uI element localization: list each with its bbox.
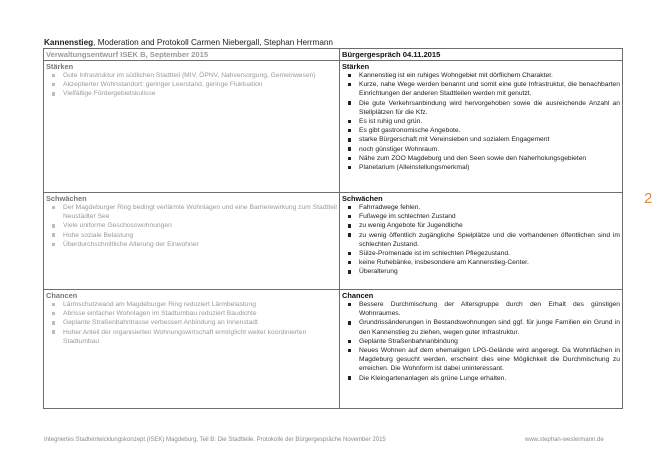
right-cell-staerken — [340, 61, 623, 193]
list-item: Nähe zum ZOO Magdeburg und den Seen sowie den Naherholungsgebieten — [342, 154, 620, 163]
header-row — [44, 49, 623, 61]
right-header-cell — [340, 49, 623, 61]
left-section-title: Schwächen — [46, 194, 87, 203]
list-item: noch günstiger Wohnraum. — [342, 145, 620, 154]
list-item: Die gute Verkehrsanbindung wird hervorgehoben sowie die ausreichende Anzahl an Stellplätzen für die Kfz. — [342, 99, 620, 117]
left-cell-staerken — [44, 61, 340, 193]
list-item: Bessere Durchmischung der Altersgruppe durch den Erhalt des günstigen Wohnraumes. — [342, 300, 620, 318]
list-item: Lärmschutzwand am Magdeburger Ring reduziert Lärmbelastung — [46, 300, 337, 309]
row-schwaechen — [44, 193, 623, 290]
list-item: keine Ruhebänke, insbesondere am Kannenstieg-Center. — [342, 258, 620, 267]
list-item: Geplante Straßenbahnanbindung — [342, 337, 620, 346]
list-item: zu wenig öffentlich zugängliche Spielplätze und die vorhandenen öffentlichen sind im schlechten Zustand. — [342, 231, 620, 249]
left-list-schwaechen — [46, 203, 337, 249]
title-moderation: , Moderation and Protokoll Carmen Niebergall, Stephan Herrmann — [93, 38, 333, 47]
list-item: Es gibt gastronomische Angebote. — [342, 126, 620, 135]
left-list-staerken — [46, 71, 337, 99]
list-item: Vielfältige Fördergebietskulisse — [46, 89, 337, 98]
list-item: Überalterung — [342, 267, 620, 276]
left-section-title: Chancen — [46, 291, 78, 300]
left-section-title: Stärken — [46, 62, 74, 71]
list-item: zu wenig Angebote für Jugendliche — [342, 221, 620, 230]
list-item: Der Magdeburger Ring bedingt verlärmte Wohnlagen und eine Barrierewirkung zum Stadtteil Neustädter See — [46, 203, 337, 221]
right-section-title: Schwächen — [342, 194, 383, 203]
list-item: Fahrradwege fehlen. — [342, 203, 620, 212]
list-item: Neues Wohnen auf dem ehemaligen LPG-Gelände wird angeregt. Da Wohnflächen in Magdeburg gesucht werden, erscheint dies eine Möglichkeit die Durchmischung zu erreichen. Die Wohnform ist dabei uninteressant. — [342, 346, 620, 374]
right-list-chancen — [342, 300, 620, 383]
protocol-table — [43, 48, 623, 409]
list-item: Kannenstieg ist ein ruhiges Wohngebiet mit dörflichem Charakter. — [342, 71, 620, 80]
right-cell-chancen — [340, 290, 623, 409]
list-item: Die Kleingartenanlagen als grüne Lunge erhalten. — [342, 374, 620, 383]
list-item: Geplante Straßenbahntrasse verbessert Anbindung an Innenstadt — [46, 318, 337, 327]
list-item: Abrisse einfacher Wohnlagen im Stadtumbau reduziert Baudichte — [46, 309, 337, 318]
document-title — [44, 38, 333, 47]
footer-website: www.stephan-westermann.de — [525, 437, 604, 443]
right-section-title: Stärken — [342, 62, 370, 71]
row-staerken — [44, 61, 623, 193]
list-item: Hoher Anteil der organisierten Wohnungswirtschaft ermöglicht weiter koordinierten Stadtumbau — [46, 328, 337, 346]
right-section-title: Chancen — [342, 291, 374, 300]
list-item: Sülze-Promenade ist im schlechten Pflegezustand. — [342, 249, 620, 258]
list-item: Hohe soziale Belastung — [46, 231, 337, 240]
left-cell-schwaechen — [44, 193, 340, 290]
page-number: 2 — [644, 190, 653, 207]
title-district: Kannenstieg — [44, 38, 94, 47]
list-item: Es ist ruhig und grün. — [342, 117, 620, 126]
list-item: Gute Infrastruktur im südlichen Stadtteil (MIV, ÖPNV, Nahversorgung, Gemeinwesen) — [46, 71, 337, 80]
left-column-header: Verwaltungsentwurf ISEK B, September 2015 — [46, 50, 209, 59]
left-header-cell — [44, 49, 340, 61]
left-cell-chancen — [44, 290, 340, 409]
list-item: Grundrissänderungen in Bestandswohnungen sind ggf. für junge Familien ein Grund in den Kannenstieg zu ziehen, wegen guter Infrastruktur. — [342, 318, 620, 336]
list-item: Akzeptierter Wohnstandort: geringer Leerstand, geringe Fluktuation — [46, 80, 337, 89]
left-list-chancen — [46, 300, 337, 346]
list-item: Überdurchschnittliche Alterung der Einwohner — [46, 240, 337, 249]
list-item: Planetarium (Alleinstellungsmerkmal) — [342, 163, 620, 172]
list-item: Kurze, nahe Wege werden benannt und somit eine gute Infrastruktur, die benachbarten Einrichtungen der anderen Stadtteilen werden mit genutzt. — [342, 80, 620, 98]
list-item: starke Bürgerschaft mit Vereinsleben und sozialem Engagement — [342, 135, 620, 144]
list-item: Viele uniforme Geschosswohnungen — [46, 221, 337, 230]
row-chancen — [44, 290, 623, 409]
footer-document-title: Integriertes Stadtentwicklungskonzept (ISEK) Magdeburg, Teil B: Die Stadtteile. Protokolle der Bürgergespräche November 2015 — [44, 437, 386, 443]
right-list-staerken — [342, 71, 620, 172]
right-list-schwaechen — [342, 203, 620, 277]
right-cell-schwaechen — [340, 193, 623, 290]
right-column-header: Bürgergespräch 04.11.2015 — [342, 50, 441, 59]
list-item: Fußwege im schlechten Zustand — [342, 212, 620, 221]
